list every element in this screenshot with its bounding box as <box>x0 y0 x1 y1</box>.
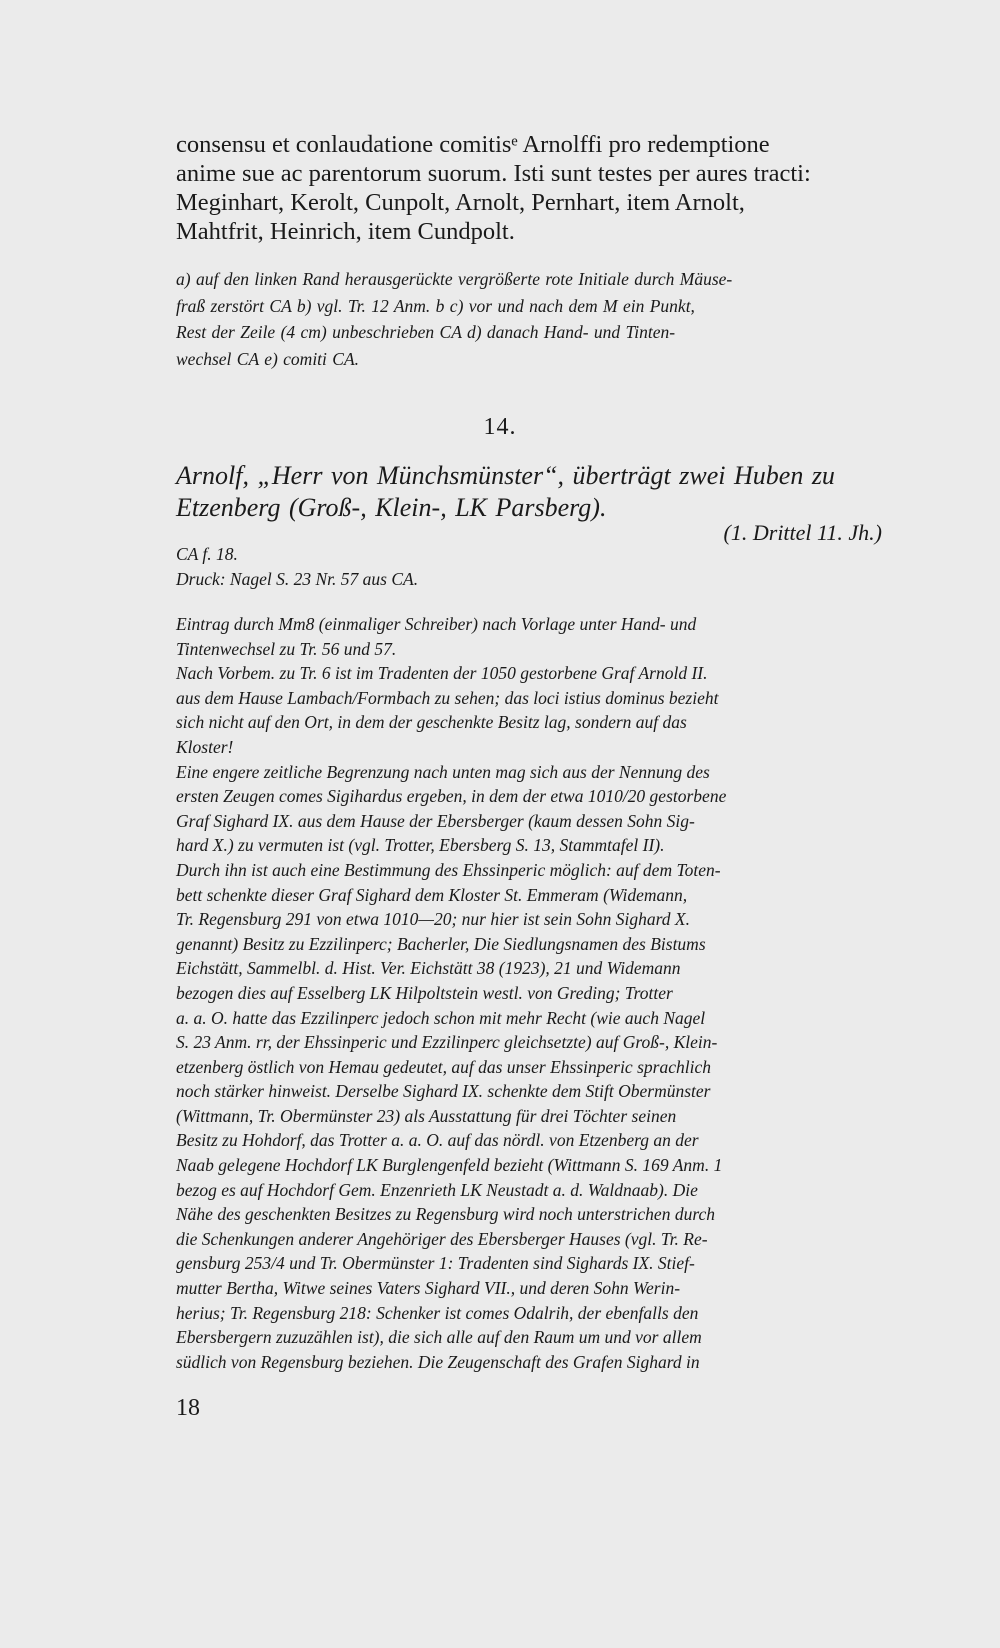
commentary-line: bezogen dies auf Esselberg LK Hilpoltstein westl. von Greding; Trotter <box>176 982 673 1003</box>
apparatus-line: a) auf den linken Rand herausgerückte vergrößerte rote Initiale durch Mäuse- <box>176 269 733 289</box>
commentary-line: Kloster! <box>176 736 234 757</box>
commentary-line: mutter Bertha, Witwe seines Vaters Sighard VII., und deren Sohn Werin- <box>176 1278 681 1299</box>
commentary-line: Nähe des geschenkten Besitzes zu Regensburg wird noch unterstrichen durch <box>176 1204 715 1225</box>
text-line: anime sue ac parentorum suorum. Isti sunt testes per aures tracti: <box>176 160 811 187</box>
text-line: consensu et conlaudatione comitisᵉ Arnolffi pro redemptione <box>176 131 770 158</box>
commentary-line: etzenberg östlich von Hemau gedeutet, auf das unser Ehssinperic sprachlich <box>176 1056 711 1077</box>
commentary-line: herius; Tr. Regensburg 218: Schenker ist comes Odalrih, der ebenfalls den <box>176 1302 699 1323</box>
reference-line: Druck: Nagel S. 23 Nr. 57 aus CA. <box>176 569 419 589</box>
commentary-line: Eine engere zeitliche Begrenzung nach unten mag sich aus der Nennung des <box>176 761 710 782</box>
commentary-line: die Schenkungen anderer Angehöriger des Ebersberger Hauses (vgl. Tr. Re- <box>176 1228 708 1249</box>
commentary-line: Naab gelegene Hochdorf LK Burglengenfeld bezieht (Wittmann S. 169 Anm. 1 <box>176 1155 723 1176</box>
commentary-line: noch stärker hinweist. Derselbe Sighard IX. schenkte dem Stift Obermünster <box>176 1081 711 1102</box>
commentary-line: gensburg 253/4 und Tr. Obermünster 1: Tradenten sind Sighards IX. Stief- <box>176 1253 695 1274</box>
commentary-line: Nach Vorbem. zu Tr. 6 ist im Tradenten der 1050 gestorbene Graf Arnold II. <box>176 663 708 684</box>
commentary-line: aus dem Hause Lambach/Formbach zu sehen; das loci istius dominus bezieht <box>176 687 719 708</box>
commentary-line: südlich von Regensburg beziehen. Die Zeugenschaft des Grafen Sighard in <box>176 1351 700 1372</box>
page-number: 18 <box>176 1395 200 1421</box>
commentary-line: Eichstätt, Sammelbl. d. Hist. Ver. Eichstätt 38 (1923), 21 und Widemann <box>176 958 681 979</box>
commentary-line: hard X.) zu vermuten ist (vgl. Trotter, Ebersberg S. 13, Stammtafel II). <box>176 835 665 856</box>
source-references <box>176 542 882 592</box>
edition-text <box>176 130 882 246</box>
commentary-line: ersten Zeugen comes Sigihardus ergeben, in dem der etwa 1010/20 gestorbene <box>176 786 727 807</box>
critical-apparatus <box>176 266 882 372</box>
text-line: Mahtfrit, Heinrich, item Cundpolt. <box>176 218 515 245</box>
commentary-line: Durch ihn ist auch eine Bestimmung des Ehssinperic möglich: auf dem Toten- <box>176 859 721 880</box>
apparatus-line: fraß zerstört CA b) vgl. Tr. 12 Anm. b c) vor und nach dem M ein Punkt, <box>176 295 695 316</box>
commentary-line: Ebersbergern zuzuzählen ist), die sich alle auf den Raum um und vor allem <box>176 1327 702 1348</box>
reference-line: CA f. 18. <box>176 544 238 564</box>
apparatus-line: wechsel CA e) comiti CA. <box>176 348 360 369</box>
commentary-line: S. 23 Anm. rr, der Ehssinperic und Ezzilinperc gleichsetzte) auf Groß-, Klein- <box>176 1032 718 1053</box>
commentary-line: Besitz zu Hohdorf, das Trotter a. a. O. auf das nördl. von Etzenberg an der <box>176 1130 699 1151</box>
heading-line: Etzenberg (Groß-, Klein-, LK Parsberg). <box>176 493 607 522</box>
commentary <box>176 612 882 1374</box>
commentary-line: bezog es auf Hochdorf Gem. Enzenrieth LK Neustadt a. d. Waldnaab). Die <box>176 1179 698 1200</box>
apparatus-line: Rest der Zeile (4 cm) unbeschrieben CA d) danach Hand- und Tinten- <box>176 322 676 342</box>
commentary-line: Eintrag durch Mm8 (einmaliger Schreiber) nach Vorlage unter Hand- und <box>176 614 697 634</box>
commentary-line: Tr. Regensburg 291 von etwa 1010—20; nur hier ist sein Sohn Sighard X. <box>176 909 690 930</box>
text-line: Meginhart, Kerolt, Cunpolt, Arnolt, Pernhart, item Arnolt, <box>176 189 745 216</box>
commentary-line: a. a. O. hatte das Ezzilinperc jedoch schon mit mehr Recht (wie auch Nagel <box>176 1007 706 1028</box>
date-line: (1. Drittel 11. Jh.) <box>723 520 882 545</box>
document-number: 14. <box>483 414 517 440</box>
commentary-line: bett schenkte dieser Graf Sighard dem Kloster St. Emmeram (Widemann, <box>176 884 688 905</box>
commentary-line: genannt) Besitz zu Ezzilinperc; Bacherler, Die Siedlungsnamen des Bistums <box>176 933 706 954</box>
commentary-line: sich nicht auf den Ort, in dem der geschenkte Besitz lag, sondern auf das <box>176 712 687 733</box>
heading-line: Arnolf, „Herr von Münchsmünster“, überträgt zwei Huben zu <box>176 461 835 490</box>
commentary-line: (Wittmann, Tr. Obermünster 23) als Ausstattung für drei Töchter seinen <box>176 1105 677 1126</box>
commentary-line: Tintenwechsel zu Tr. 56 und 57. <box>176 638 397 659</box>
document-heading <box>176 460 882 524</box>
commentary-line: Graf Sighard IX. aus dem Hause der Ebersberger (kaum dessen Sohn Sig- <box>176 810 695 831</box>
